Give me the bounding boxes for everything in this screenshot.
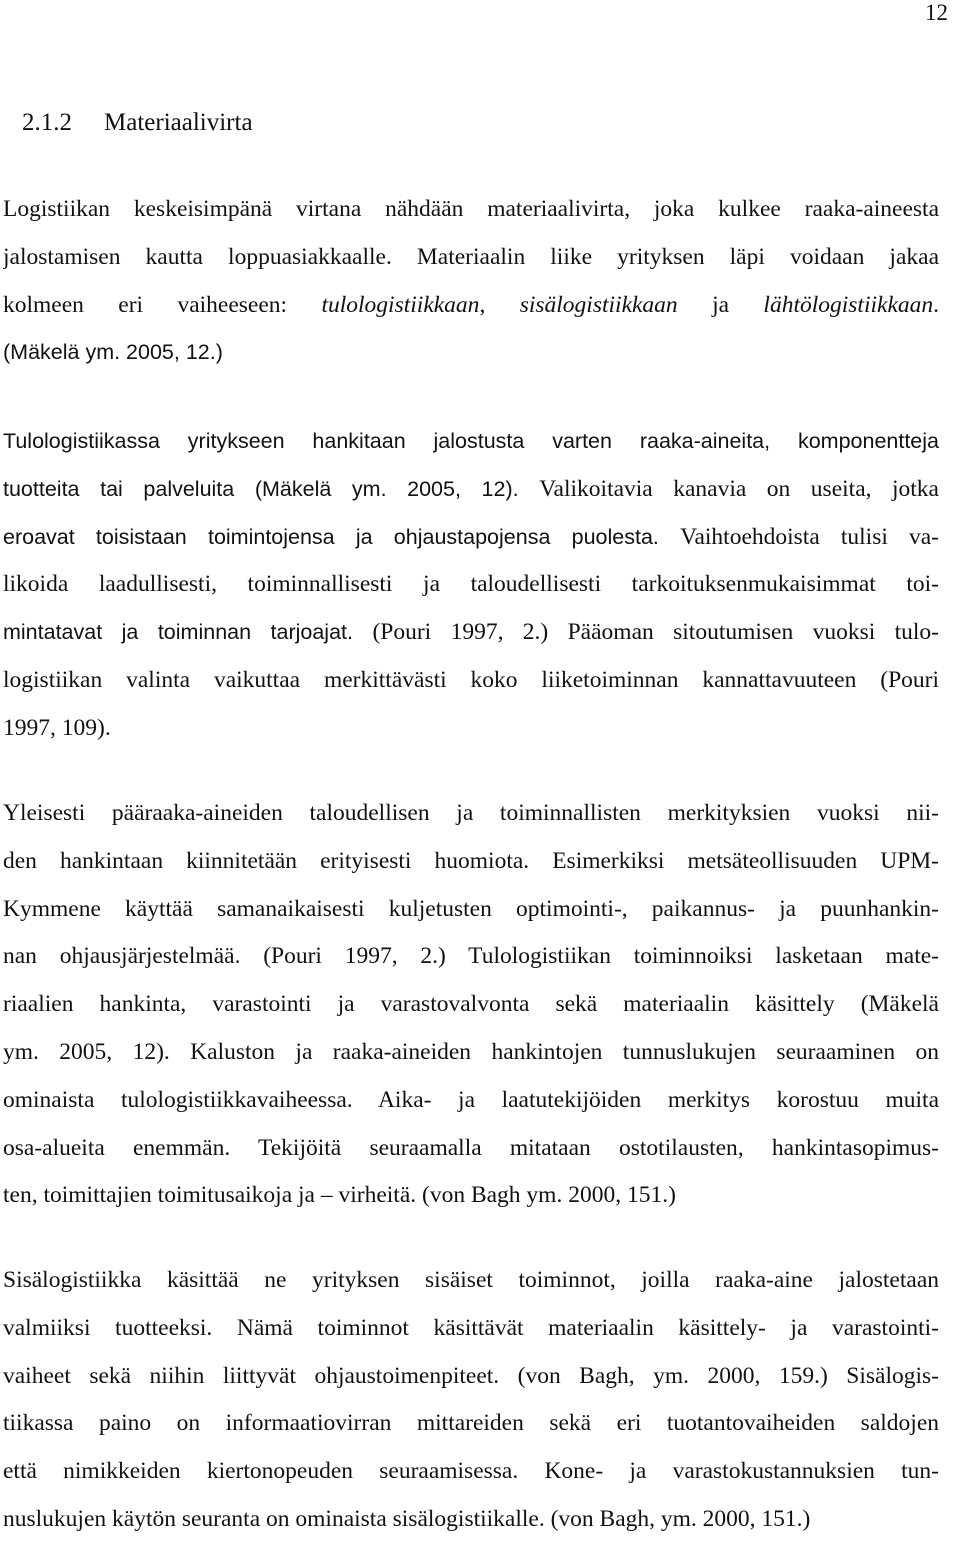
paragraph-tulologistiikka <box>3 418 939 753</box>
text-run-sans: mintatavat ja toiminnan tarjoajat. <box>3 620 373 645</box>
section-number: 2.1.2 <box>22 109 72 136</box>
text-line: ominaista tulologistiikkavaiheessa. Aika- ja laatutekijöiden merkitys korostuu muita <box>3 1086 939 1113</box>
text-line: logistiikan valinta vaikuttaa merkittävästi koko liiketoiminnan kannattavuuteen (Pouri <box>3 666 939 693</box>
text-line: Sisälogistiikka käsittää ne yrityksen sisäiset toiminnot, joilla raaka-aine jalostetaan <box>3 1267 939 1293</box>
text-line: nuslukujen käytön seuranta on ominaista sisälogistiikalle. (von Bagh, ym. 2000, 151.) <box>3 1505 811 1532</box>
text-line <box>3 466 939 514</box>
text-line: Logistiikan keskeisimpänä virtana nähdään materiaalivirta, joka kulkee raaka-aineesta <box>3 196 939 222</box>
term-tulologistiikka: tulologistiikkaan <box>321 291 480 318</box>
citation-line: (Mäkelä ym. 2005, 12.) <box>3 340 223 365</box>
paragraph-materiaalivirta <box>3 186 939 377</box>
text-line: likoida laadullisesti, toiminnallisesti ja taloudellisesti tarkoituksenmukaisimmat toi- <box>3 571 939 598</box>
text-line: 1997, 109). <box>3 714 111 741</box>
text-run: Vaihtoehdoista tulisi va- <box>680 523 939 550</box>
text-line <box>3 514 939 562</box>
section-heading <box>22 108 253 138</box>
text-line: jalostamisen kautta loppuasiakkaalle. Materiaalin liike yrityksen läpi voidaan jakaa <box>3 243 939 270</box>
text-run-sans: eroavat toisistaan toimintojensa ja ohjaustapojensa puolesta. <box>3 524 681 549</box>
text-line: ym. 2005, 12). Kaluston ja raaka-aineiden hankintojen tunnuslukujen seuraaminen on <box>3 1038 939 1065</box>
text-line: valmiiksi tuotteeksi. Nämä toiminnot käsittävät materiaalin käsittely- ja varastointi- <box>3 1314 939 1341</box>
paragraph-paaraaka-aineet <box>3 790 939 1220</box>
text-line: Tulologistiikassa yritykseen hankitaan jalostusta varten raaka-aineita, komponentteja <box>3 429 939 453</box>
text-line: den hankintaan kiinnitetään erityisesti huomiota. Esimerkiksi metsäteollisuuden UPM- <box>3 847 939 874</box>
text-line: osa-alueita enemmän. Tekijöitä seuraamalla mitataan ostotilausten, hankintasopimus- <box>3 1134 939 1161</box>
text-line <box>3 282 939 330</box>
text-line: että nimikkeiden kiertonopeuden seuraamisessa. Kone- ja varastokustannuksien tun- <box>3 1458 939 1485</box>
text-line: nan ohjausjärjestelmää. (Pouri 1997, 2.) Tulologistiikan toiminnoiksi lasketaan mate- <box>3 943 939 970</box>
text-line <box>3 609 939 657</box>
text-run: . <box>933 291 939 318</box>
page-number: 12 <box>925 0 948 25</box>
text-run: (Pouri 1997, 2.) Pääoman sitoutumisen vuoksi tulo- <box>372 619 939 646</box>
paragraph-sisalogistiikka <box>3 1257 939 1544</box>
term-sisalogistiikka: sisälogistiikkaan <box>519 291 678 318</box>
text-run-sans: tuotteita tai palveluita (Mäkelä ym. 2005, 12). <box>3 476 540 501</box>
text-run: , <box>479 291 520 318</box>
text-run: kolmeen eri vaiheeseen: <box>3 291 322 318</box>
text-line: vaiheet sekä niihin liittyvät ohjaustoimenpiteet. (von Bagh, ym. 2000, 159.) Sisälogis- <box>3 1362 939 1389</box>
text-run: ja <box>677 291 764 318</box>
text-line: Yleisesti pääraaka-aineiden taloudellisen ja toiminnallisten merkityksien vuoksi nii- <box>3 800 939 826</box>
text-line: ten, toimittajien toimitusaikoja ja – virheitä. (von Bagh ym. 2000, 151.) <box>3 1182 676 1209</box>
term-lahtologistiikka: lähtölogistiikkaan <box>763 291 934 318</box>
text-line: tiikassa paino on informaatiovirran mittareiden sekä eri tuotantovaiheiden saldojen <box>3 1410 939 1437</box>
section-title: Materiaalivirta <box>104 109 253 136</box>
text-line: Kymmene käyttää samanaikaisesti kuljetusten optimointi-, paikannus- ja puunhankin- <box>3 895 939 922</box>
text-run: Valikoitavia kanavia on useita, jotka <box>539 475 939 502</box>
text-line: riaalien hankinta, varastointi ja varastovalvonta sekä materiaalin käsittely (Mäkelä <box>3 991 939 1018</box>
